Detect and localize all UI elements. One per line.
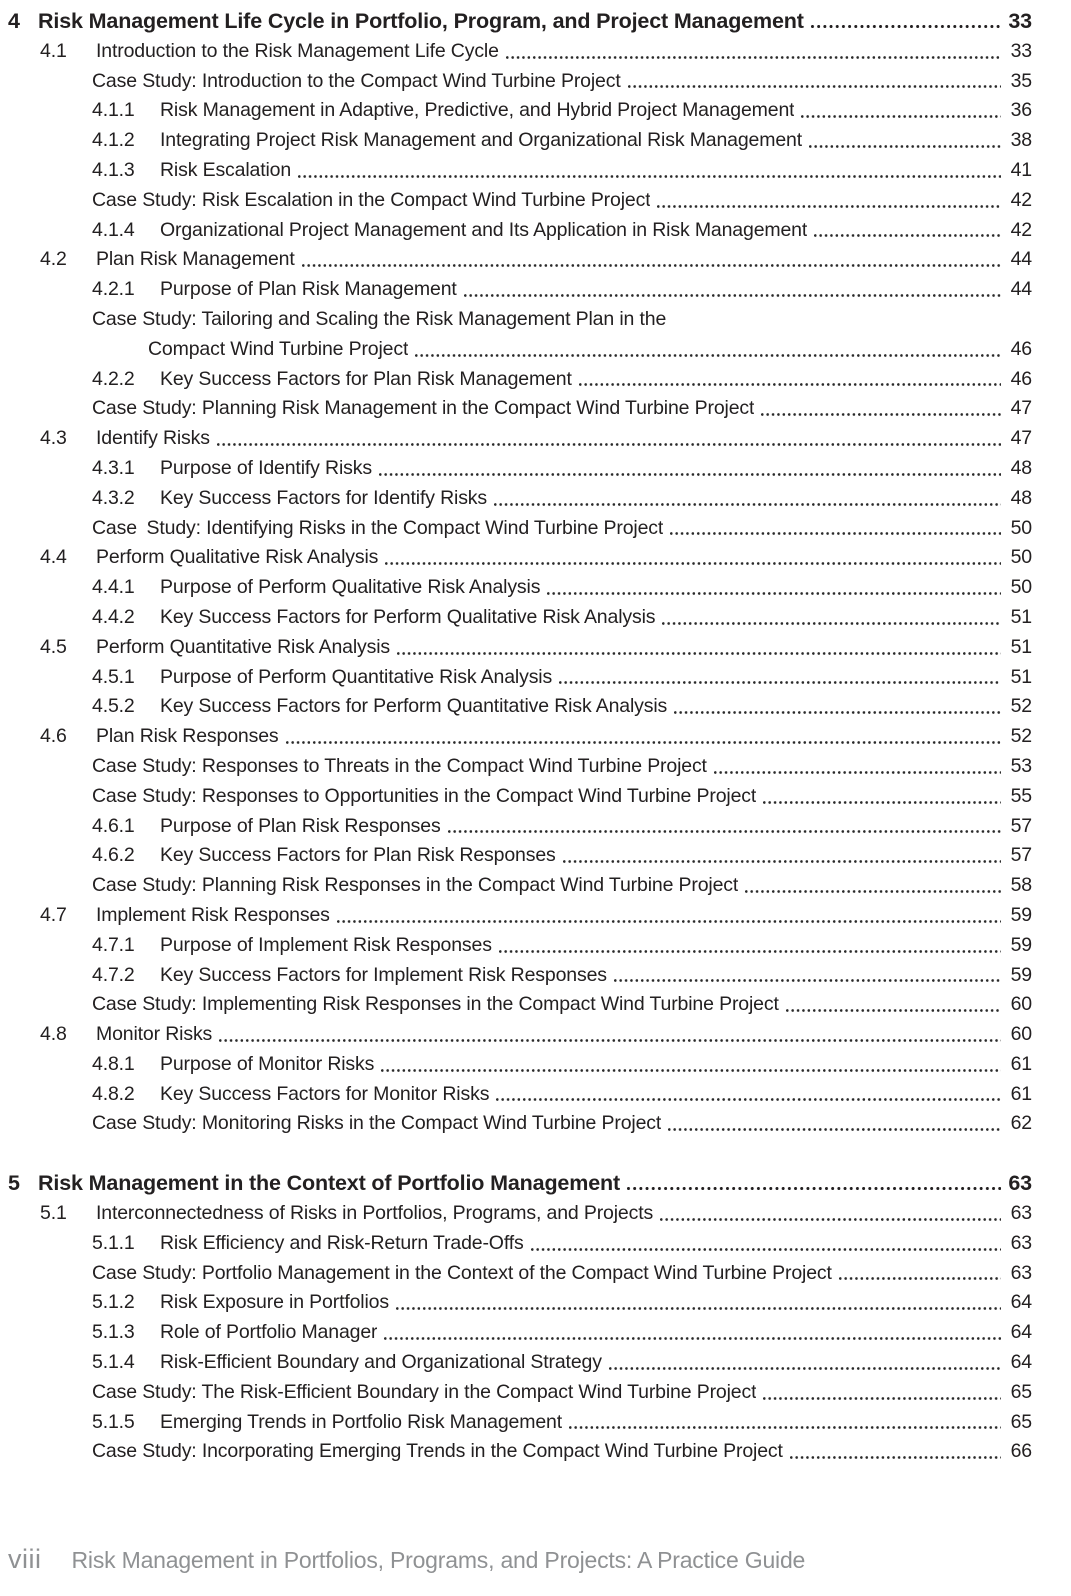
toc-entry-number: 5.1 (40, 1202, 67, 1225)
toc-entry-title: Key Success Factors for Perform Qualitative Risk Analysis (160, 605, 656, 628)
toc-entry-page: 48 (1010, 456, 1032, 479)
dot-leader (660, 1218, 1001, 1221)
toc-entry-number: 4.1.1 (92, 99, 135, 122)
dot-leader (494, 503, 1001, 506)
toc-entry-page: 33 (1008, 9, 1032, 33)
toc-entry-title: Role of Portfolio Manager (160, 1321, 378, 1344)
toc-entry-page: 44 (1010, 248, 1032, 271)
toc-entry-title: Key Success Factors for Plan Risk Responses (160, 844, 556, 867)
toc-entry-number: 4.5.1 (92, 665, 135, 688)
toc-entry-page: 50 (1010, 576, 1032, 599)
toc-entry-page: 51 (1010, 605, 1032, 628)
toc-entry (40, 424, 1032, 454)
toc-entry-page: 53 (1010, 754, 1032, 777)
toc-entry-page: 64 (1010, 1321, 1032, 1344)
toc-entry-title: Case Study: Responses to Threats in the Compact Wind Turbine Project (92, 754, 707, 777)
dot-leader (786, 1009, 1001, 1012)
toc-entry-title: Case Study: Planning Risk Management in the Compact Wind Turbine Project (92, 397, 755, 420)
toc-entry (92, 126, 1032, 156)
toc-entry-number: 4.2.1 (92, 278, 135, 301)
dot-leader (302, 264, 1001, 267)
dot-leader (464, 294, 1001, 297)
toc-entry-number: 4.3.2 (92, 486, 135, 509)
toc-entry-page: 48 (1010, 486, 1032, 509)
toc-entry (92, 1259, 1032, 1289)
toc-entry-page: 63 (1010, 1231, 1032, 1254)
toc-entry-number: 5.1.2 (92, 1291, 135, 1314)
toc-entry-number: 5.1.3 (92, 1321, 135, 1344)
dot-leader (811, 25, 1001, 28)
dot-leader (745, 890, 1001, 893)
toc-entry-title: Organizational Project Management and Its Application in Risk Management (160, 218, 808, 241)
toc-entry-number: 4.5.2 (92, 695, 135, 718)
toc-entry-title: Purpose of Identify Risks (160, 456, 372, 479)
toc-entry-page: 46 (1010, 337, 1032, 360)
toc-entry (8, 1169, 1032, 1199)
toc-entry (92, 1288, 1032, 1318)
toc-entry-title: Risk Escalation (160, 158, 292, 181)
toc-entry (92, 961, 1032, 991)
toc-entry-title: Case Study: The Risk-Efficient Boundary in the Compact Wind Turbine Project (92, 1380, 757, 1403)
toc-entry-number: 5 (8, 1171, 20, 1196)
toc-entry (92, 275, 1032, 305)
toc-entry-title: Identify Risks (96, 427, 210, 450)
toc-entry (40, 245, 1032, 275)
dot-leader (670, 532, 1001, 535)
toc-entry-title: Case Study: Tailoring and Scaling the Risk Management Plan in the (92, 307, 667, 330)
toc-entry (92, 692, 1032, 722)
toc-entry-number: 4.4.2 (92, 605, 135, 628)
toc-entry-number: 4.5 (40, 635, 67, 658)
toc-entry-title: Key Success Factors for Plan Risk Management (160, 367, 572, 390)
toc-entry (40, 901, 1032, 931)
dot-leader (761, 413, 1001, 416)
toc-entry-title: Perform Quantitative Risk Analysis (96, 635, 391, 658)
toc-entry-page: 44 (1010, 278, 1032, 301)
dot-leader (763, 801, 1001, 804)
toc-entry-title: Risk Management in the Context of Portfolio Management (38, 1171, 621, 1196)
dot-leader (674, 711, 1001, 714)
toc-entry-page: 42 (1010, 188, 1032, 211)
toc-entry-number: 4.1.4 (92, 218, 135, 241)
toc-entry-page: 41 (1010, 158, 1032, 181)
toc-entry (40, 1020, 1032, 1050)
toc-entry (92, 1348, 1032, 1378)
toc-entry-number: 5.1.5 (92, 1410, 135, 1433)
dot-leader (563, 860, 1001, 863)
dot-leader (384, 1337, 1001, 1340)
dot-leader (790, 1456, 1001, 1459)
toc-entry-page: 64 (1010, 1351, 1032, 1374)
toc-entry-title: Risk Management in Adaptive, Predictive, and Hybrid Project Management (160, 99, 795, 122)
toc-entry-page: 50 (1010, 546, 1032, 569)
toc-entry-title: Case Study: Responses to Opportunities in the Compact Wind Turbine Project (92, 784, 757, 807)
toc-entry-page: 33 (1010, 39, 1032, 62)
toc-entry (92, 573, 1032, 603)
dot-leader (614, 979, 1001, 982)
toc-entry-page: 63 (1008, 1171, 1032, 1196)
toc-entry-number: 4.3.1 (92, 456, 135, 479)
toc-entry-number: 5.1.4 (92, 1351, 135, 1374)
toc-entry-page: 60 (1010, 993, 1032, 1016)
toc-entry (92, 1408, 1032, 1438)
toc-entry (92, 663, 1032, 693)
toc-entry (92, 1318, 1032, 1348)
toc-entry (92, 365, 1032, 395)
toc-entry-title: Case Study: Implementing Risk Responses in the Compact Wind Turbine Project (92, 993, 779, 1016)
toc-entry-page: 66 (1010, 1440, 1032, 1463)
toc-entry (92, 484, 1032, 514)
dot-leader (499, 950, 1001, 953)
toc-entry (92, 841, 1032, 871)
toc-entry (92, 990, 1032, 1020)
dot-leader (627, 1187, 1001, 1190)
dot-leader (714, 771, 1001, 774)
toc-entry-title: Perform Qualitative Risk Analysis (96, 546, 379, 569)
toc-entry-title: Integrating Project Risk Management and Organizational Risk Management (160, 129, 803, 152)
toc-entry-title: Risk-Efficient Boundary and Organizational Strategy (160, 1351, 602, 1374)
toc-entry-page: 63 (1010, 1202, 1032, 1225)
toc-entry-page: 51 (1010, 665, 1032, 688)
dot-leader (385, 562, 1001, 565)
toc-entry-number: 4 (8, 9, 20, 33)
toc-entry-title: Key Success Factors for Monitor Risks (160, 1082, 490, 1105)
toc-entry-title: Purpose of Perform Quantitative Risk Analysis (160, 665, 553, 688)
dot-leader (763, 1397, 1001, 1400)
toc-entry (8, 7, 1032, 37)
toc-entry-title: Case Study: Monitoring Risks in the Compact Wind Turbine Project (92, 1112, 662, 1135)
toc-entry-page: 50 (1010, 516, 1032, 539)
toc-entry-number: 4.8.2 (92, 1082, 135, 1105)
toc-entry (40, 37, 1032, 67)
toc-entry-title: Compact Wind Turbine Project (148, 337, 409, 360)
toc-entry-title: Implement Risk Responses (96, 903, 330, 926)
toc-entry-page: 57 (1010, 844, 1032, 867)
page-number: viii (8, 1544, 42, 1574)
dot-leader (801, 115, 1001, 118)
dot-leader (839, 1277, 1001, 1280)
toc-entry-page: 61 (1010, 1052, 1032, 1075)
toc-entry-page: 58 (1010, 874, 1032, 897)
dot-leader (531, 1248, 1001, 1251)
toc-entry-number: 4.4 (40, 546, 67, 569)
toc-entry-number: 4.1 (40, 39, 67, 62)
dot-leader (415, 354, 1001, 357)
toc-entry-page: 42 (1010, 218, 1032, 241)
toc-entry-title: Purpose of Perform Qualitative Risk Analysis (160, 576, 541, 599)
toc-entry-page: 62 (1010, 1112, 1032, 1135)
dot-leader (814, 234, 1001, 237)
toc-entry-number: 4.6 (40, 725, 67, 748)
toc-entry-page: 65 (1010, 1410, 1032, 1433)
toc-entry-title: Purpose of Plan Risk Management (160, 278, 457, 301)
toc-entry (92, 305, 1032, 335)
toc-entry (92, 1378, 1032, 1408)
toc-entry-page: 64 (1010, 1291, 1032, 1314)
dot-leader (668, 1128, 1001, 1131)
toc-entry-number: 4.8 (40, 1023, 67, 1046)
toc-entry (92, 96, 1032, 126)
dot-leader (397, 652, 1001, 655)
dot-leader (579, 383, 1001, 386)
dot-leader (379, 473, 1001, 476)
toc-entry-number: 4.2.2 (92, 367, 135, 390)
toc-entry-number: 4.1.2 (92, 129, 135, 152)
toc-entry-page: 35 (1010, 69, 1032, 92)
toc-entry (92, 514, 1032, 544)
dot-leader (286, 741, 1002, 744)
toc-entry-page: 52 (1010, 725, 1032, 748)
toc-entry (40, 543, 1032, 573)
toc-entry-number: 5.1.1 (92, 1231, 135, 1254)
toc-entry-number: 4.8.1 (92, 1052, 135, 1075)
toc-entry-page: 61 (1010, 1082, 1032, 1105)
toc-entry (92, 67, 1032, 97)
toc-entry-title: Case Study: Identifying Risks in the Compact Wind Turbine Project (92, 516, 664, 539)
toc-entry (40, 633, 1032, 663)
toc-entry (92, 1109, 1032, 1139)
toc-entry-number: 4.6.2 (92, 844, 135, 867)
toc-entry-title: Emerging Trends in Portfolio Risk Management (160, 1410, 563, 1433)
dot-leader (559, 681, 1001, 684)
toc-entry-page: 51 (1010, 635, 1032, 658)
toc-entry-page: 52 (1010, 695, 1032, 718)
toc-entry-number: 4.2 (40, 248, 67, 271)
dot-leader (628, 85, 1001, 88)
toc-entry (92, 1050, 1032, 1080)
dot-leader (381, 1069, 1001, 1072)
toc-entry (148, 335, 1032, 365)
toc-entry-title: Case Study: Risk Escalation in the Compact Wind Turbine Project (92, 188, 651, 211)
toc-entry-title: Purpose of Implement Risk Responses (160, 933, 492, 956)
dot-leader (569, 1426, 1001, 1429)
dot-leader (448, 830, 1001, 833)
dot-leader (396, 1307, 1001, 1310)
toc-entry-title: Case Study: Portfolio Management in the Context of the Compact Wind Turbine Project (92, 1261, 832, 1284)
toc-entry-title: Case Study: Planning Risk Responses in the Compact Wind Turbine Project (92, 874, 739, 897)
toc-entry (92, 1080, 1032, 1110)
dot-leader (219, 1039, 1001, 1042)
toc-entry (92, 454, 1032, 484)
toc-entry-page: 36 (1010, 99, 1032, 122)
toc-entry-title: Case Study: Introduction to the Compact Wind Turbine Project (92, 69, 621, 92)
toc-entry-page: 38 (1010, 129, 1032, 152)
toc-entry (92, 603, 1032, 633)
toc-entry (92, 1229, 1032, 1259)
toc-entry-page: 59 (1010, 903, 1032, 926)
dot-leader (609, 1367, 1001, 1370)
toc-entry-title: Key Success Factors for Implement Risk Responses (160, 963, 607, 986)
toc-entry-page: 60 (1010, 1023, 1032, 1046)
toc-entry-title: Interconnectedness of Risks in Portfolios, Programs, and Projects (96, 1202, 654, 1225)
dot-leader (496, 1098, 1001, 1101)
toc-entry-page: 47 (1010, 427, 1032, 450)
toc-entry-title: Plan Risk Responses (96, 725, 279, 748)
toc-entry-title: Risk Efficiency and Risk-Return Trade-Offs (160, 1231, 524, 1254)
dot-leader (298, 175, 1001, 178)
dot-leader (657, 205, 1001, 208)
toc-entry (92, 1437, 1032, 1467)
toc-entry-number: 4.1.3 (92, 158, 135, 181)
toc-entry-title: Purpose of Plan Risk Responses (160, 814, 441, 837)
toc-entry-number: 4.7 (40, 903, 67, 926)
dot-leader (506, 56, 1001, 59)
toc-entry (92, 156, 1032, 186)
toc-entry (40, 722, 1032, 752)
toc-entry (92, 812, 1032, 842)
toc-entry-title: Purpose of Monitor Risks (160, 1052, 375, 1075)
toc-entry-page: 63 (1010, 1261, 1032, 1284)
toc-entry-title: Risk Management Life Cycle in Portfolio, Program, and Project Management (38, 9, 804, 33)
toc-entry-number: 4.6.1 (92, 814, 135, 837)
toc-entry-number: 4.3 (40, 427, 67, 450)
toc-entry (92, 931, 1032, 961)
toc-entry-page: 57 (1010, 814, 1032, 837)
toc-entry-title: Key Success Factors for Perform Quantitative Risk Analysis (160, 695, 668, 718)
toc-entry (92, 782, 1032, 812)
page-footer (8, 1544, 1032, 1575)
toc-entry-title: Risk Exposure in Portfolios (160, 1291, 389, 1314)
toc-entry-title: Introduction to the Risk Management Life Cycle (96, 39, 499, 62)
toc-entry-page: 47 (1010, 397, 1032, 420)
toc-entry (40, 1199, 1032, 1229)
toc-entry-number: 4.4.1 (92, 576, 135, 599)
toc-entry (92, 186, 1032, 216)
toc-entry-page: 65 (1010, 1380, 1032, 1403)
toc-entry-number: 4.7.1 (92, 933, 135, 956)
toc-entry (92, 216, 1032, 246)
toc-entry (92, 871, 1032, 901)
toc-entry-page: 59 (1010, 963, 1032, 986)
toc-entry-page: 46 (1010, 367, 1032, 390)
toc-entry-title: Case Study: Incorporating Emerging Trends in the Compact Wind Turbine Project (92, 1440, 783, 1463)
toc-entry-page: 55 (1010, 784, 1032, 807)
dot-leader (217, 443, 1001, 446)
toc-entry-title: Key Success Factors for Identify Risks (160, 486, 487, 509)
toc-entry-title: Monitor Risks (96, 1023, 213, 1046)
toc-entry-page: 59 (1010, 933, 1032, 956)
toc-entry (92, 394, 1032, 424)
dot-leader (547, 592, 1001, 595)
toc-entry (92, 752, 1032, 782)
dot-leader (337, 920, 1001, 923)
toc-entry-number: 4.7.2 (92, 963, 135, 986)
toc-entry-title: Plan Risk Management (96, 248, 295, 271)
dot-leader (662, 622, 1001, 625)
dot-leader (809, 145, 1001, 148)
book-title: Risk Management in Portfolios, Programs, and Projects: A Practice Guide (71, 1547, 806, 1573)
